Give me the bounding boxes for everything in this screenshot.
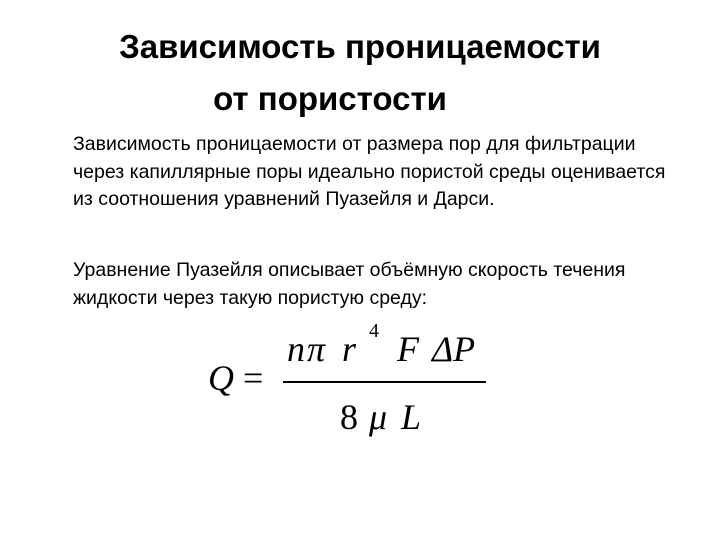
- formula-denominator-l: L: [401, 397, 422, 437]
- formula-equals-sign: =: [243, 358, 264, 398]
- formula-denominator-eight: 8: [340, 397, 358, 437]
- formula-numerator-pi: π: [307, 329, 326, 369]
- formula-lhs-q: Q: [208, 358, 234, 398]
- formula-numerator-r: r: [342, 329, 357, 369]
- formula-numerator-exponent: 4: [369, 320, 379, 342]
- slide-title-line-2: от пористости: [213, 80, 447, 117]
- paragraph-poiseuille-equation: Уравнение Пуазейля описывает объёмную скорость течения жидкости через такую пористую среду:: [73, 259, 626, 309]
- paragraph-permeability-relation: Зависимость проницаемости от размера пор для фильтрации через капиллярные поры идеально пористой среды оценивается из соотношения уравнений Пуазейля и Дарси.: [73, 133, 666, 210]
- formula-numerator-f: F: [397, 329, 419, 369]
- formula-numerator-n: n: [287, 329, 305, 369]
- formula-numerator-delta-p: ΔP: [432, 329, 476, 369]
- formula-denominator-mu: μ: [369, 397, 388, 437]
- slide-title-line-1: Зависимость проницаемости: [119, 28, 601, 65]
- formula-fraction-bar: [283, 381, 486, 383]
